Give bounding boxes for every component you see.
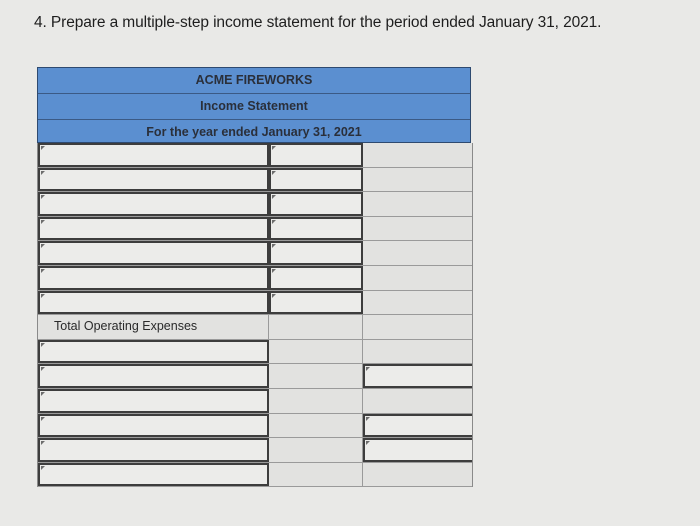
table-row xyxy=(38,192,472,217)
question-prompt: 4. Prepare a multiple-step income statement for the period ended January 31, 2021. xyxy=(34,14,602,31)
account-input[interactable] xyxy=(38,389,269,413)
table-row xyxy=(38,241,472,266)
table-row xyxy=(38,389,472,414)
static-cell xyxy=(269,438,363,462)
static-cell xyxy=(269,315,363,339)
table-row xyxy=(38,291,472,316)
static-cell xyxy=(363,463,472,487)
amount-input[interactable] xyxy=(363,414,472,438)
static-cell xyxy=(363,340,472,364)
account-input[interactable] xyxy=(38,241,269,265)
table-row xyxy=(38,463,472,488)
account-input[interactable] xyxy=(38,168,269,192)
table-row xyxy=(38,364,472,389)
statement-title: Income Statement xyxy=(38,94,470,120)
amount-input[interactable] xyxy=(269,168,363,192)
static-cell xyxy=(363,168,472,192)
static-cell xyxy=(269,364,363,388)
account-input[interactable] xyxy=(38,192,269,216)
account-input[interactable] xyxy=(38,438,269,462)
static-cell xyxy=(363,143,472,167)
table-row xyxy=(38,217,472,242)
static-cell xyxy=(363,389,472,413)
static-cell xyxy=(269,463,363,487)
account-input[interactable] xyxy=(38,414,269,438)
table-row xyxy=(38,340,472,365)
static-cell xyxy=(269,340,363,364)
amount-input[interactable] xyxy=(269,143,363,167)
amount-input[interactable] xyxy=(269,192,363,216)
static-cell xyxy=(269,389,363,413)
static-cell xyxy=(363,266,472,290)
table-row xyxy=(38,438,472,463)
company-name: ACME FIREWORKS xyxy=(38,68,470,94)
account-input[interactable] xyxy=(38,217,269,241)
amount-input[interactable] xyxy=(363,364,472,388)
account-input[interactable] xyxy=(38,291,269,315)
static-cell xyxy=(363,192,472,216)
static-cell xyxy=(363,217,472,241)
static-cell xyxy=(363,315,472,339)
static-cell xyxy=(269,414,363,438)
amount-input[interactable] xyxy=(269,241,363,265)
account-input[interactable] xyxy=(38,340,269,364)
amount-input[interactable] xyxy=(269,291,363,315)
static-cell xyxy=(363,241,472,265)
amount-input[interactable] xyxy=(269,266,363,290)
table-row xyxy=(38,315,472,340)
table-row xyxy=(38,414,472,439)
table-row xyxy=(38,266,472,291)
account-input[interactable] xyxy=(38,463,269,487)
table-row xyxy=(38,143,472,168)
table-row xyxy=(38,168,472,193)
statement-table xyxy=(37,143,473,487)
account-input[interactable] xyxy=(38,364,269,388)
statement-period: For the year ended January 31, 2021 xyxy=(146,125,362,139)
account-input[interactable] xyxy=(38,266,269,290)
statement-header xyxy=(37,67,471,143)
static-cell xyxy=(363,291,472,315)
amount-input[interactable] xyxy=(363,438,472,462)
amount-input[interactable] xyxy=(269,217,363,241)
account-input[interactable] xyxy=(38,143,269,167)
row-label: Total Operating Expenses xyxy=(38,315,269,339)
